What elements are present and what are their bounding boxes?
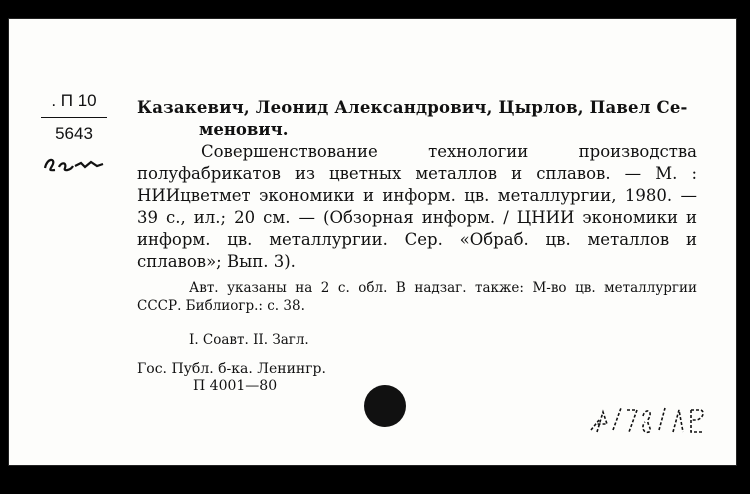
call-number-divider xyxy=(41,117,107,118)
catalog-card xyxy=(8,18,737,466)
library-name: Гос. Публ. б-ка. Ленингр. xyxy=(137,361,326,377)
call-number-column xyxy=(29,91,119,174)
author-heading: Казакевич, Леонид Александрович, Цырлов, Павел Се- xyxy=(137,98,688,117)
bibliographic-note: Авт. указаны на 2 с. обл. В надзаг. также: М-во цв. металлургии СССР. Библиогр.: с. 38. xyxy=(137,280,697,314)
tracing-line: I. Соавт. II. Загл. xyxy=(189,332,309,348)
accession-number: 5643 xyxy=(55,124,93,143)
punch-hole xyxy=(364,385,406,427)
shelf-mark: . П 10 xyxy=(51,91,97,110)
library-card-number: П 4001—80 xyxy=(193,378,278,394)
author-heading-continuation: менович. xyxy=(199,120,289,139)
bibliographic-description: Совершенствование технологии производства полуфабрикатов из цветных металлов и сплавов. — М. : НИИцветмет экономики и информ. цв. металлургии, 1980. — 39 с., ил.; 20 см. — (Обзорная информ. / ЦНИИ экономики и информ. цв. металлургии. Сер. «Обраб. цв. металлов и сплавов»; Вып. 3). xyxy=(137,142,697,271)
handwritten-note-icon xyxy=(587,402,712,436)
stamp-scribble-icon xyxy=(41,154,111,174)
library-holder xyxy=(137,361,697,395)
card-main-text xyxy=(137,97,697,395)
